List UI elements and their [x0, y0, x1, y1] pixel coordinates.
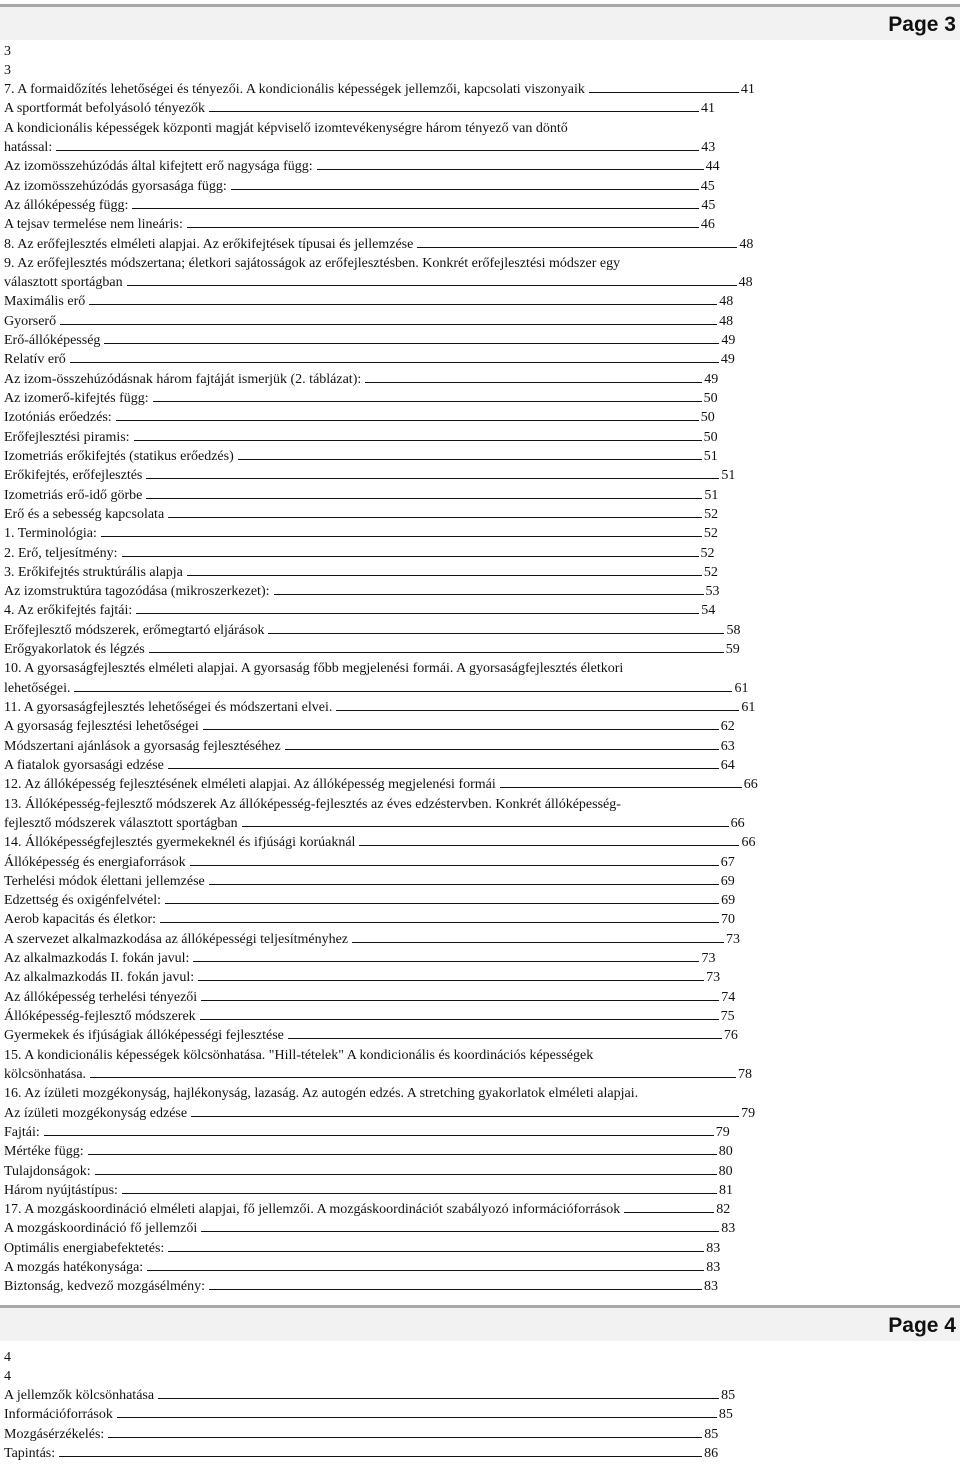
toc-leader-line: [74, 679, 732, 692]
toc-entry-page: 52: [700, 545, 715, 561]
toc-entry-page: 41: [740, 82, 755, 97]
toc-entry[interactable]: [4, 1084, 758, 1103]
toc-entry-page: 50: [703, 391, 718, 406]
toc-leader-line: [44, 1123, 714, 1136]
toc-leader-line: [365, 370, 702, 383]
toc-entry-title: Az állóképesség függ:: [4, 197, 129, 213]
toc-entry[interactable]: [4, 466, 758, 485]
toc-entry-page: 58: [726, 622, 741, 638]
toc-leader-line: [203, 717, 719, 730]
toc-leader-line: [149, 640, 724, 653]
toc-entry-title: A mozgás hatékonysága:: [4, 1260, 144, 1276]
toc-leader-line: [288, 1026, 722, 1039]
toc-entry-title: Az izomösszehúzódás által kifejtett erő nagysága függ:: [4, 159, 313, 175]
toc-entry[interactable]: [4, 389, 758, 408]
toc-entry-page: 69: [721, 893, 736, 909]
toc-entry[interactable]: [4, 717, 758, 736]
toc-leader-line: [127, 273, 737, 286]
toc-entry-page: 44: [705, 159, 720, 175]
toc-entry-page: 51: [721, 468, 736, 484]
toc-entry-page: 85: [721, 1388, 736, 1403]
toc-entry-title: 4. Az erőkifejtés fajtái:: [4, 603, 133, 619]
toc-entry-page: 67: [720, 854, 735, 870]
toc-entry[interactable]: [4, 1065, 758, 1084]
toc-entry-page: 83: [706, 1240, 721, 1256]
toc-entry-page: 73: [726, 931, 741, 947]
toc-entry-page: 75: [720, 1009, 735, 1024]
page-header: [0, 1305, 960, 1341]
toc-entry-title: A szervezet alkalmazkodása az állóképességi teljesítményhez: [4, 931, 349, 947]
toc-entry-page: 48: [719, 313, 734, 329]
toc-leader-line: [158, 1386, 719, 1399]
toc-entry-title: Biztonság, kedvező mozgásélmény:: [4, 1279, 205, 1295]
toc-entry-title: hatással:: [4, 139, 53, 155]
toc-entry-page: 49: [704, 371, 719, 387]
toc-entry-page: 86: [704, 1445, 719, 1461]
toc-entry-title: A sportformát befolyásoló tényezők: [4, 101, 206, 117]
toc-entry-title: 16. Az ízületi mozgékonyság, hajlékonyság, lazaság. Az autogén edzés. A stretching gyakorlatok elméleti alapjai.: [4, 1086, 639, 1102]
toc-leader-line: [101, 524, 702, 537]
toc-entry-title: választott sportágban: [4, 275, 123, 291]
toc-entry-title: Az ízületi mozgékonyság edzése: [4, 1105, 188, 1121]
toc-leader-line: [191, 1104, 739, 1117]
toc-entry-page: 83: [706, 1260, 721, 1276]
toc-entry-page: 46: [700, 217, 715, 233]
toc-entry-page: 74: [721, 989, 736, 1005]
toc-leader-line: [200, 1007, 719, 1020]
toc-entry-page: 69: [720, 873, 735, 889]
toc-entry-title: Erőfejlesztő módszerek, erőmegtartó eljárások: [4, 622, 265, 638]
table-of-contents: [4, 1386, 735, 1463]
toc-leader-line: [187, 563, 702, 576]
toc-entry-page: 61: [734, 680, 749, 696]
toc-entry[interactable]: [4, 988, 758, 1007]
toc-entry[interactable]: [4, 177, 758, 196]
toc-leader-line: [201, 988, 719, 1001]
toc-entry[interactable]: [4, 138, 758, 157]
toc-entry-page: 83: [721, 1221, 736, 1237]
toc-entry[interactable]: [4, 1142, 758, 1161]
toc-entry[interactable]: [4, 119, 758, 138]
toc-entry[interactable]: [4, 428, 758, 447]
toc-entry[interactable]: [4, 331, 758, 350]
toc-entry[interactable]: [4, 1123, 758, 1142]
toc-entry-page: 82: [716, 1202, 731, 1218]
toc-entry-title: 2. Erő, teljesítmény:: [4, 545, 118, 561]
toc-entry-page: 48: [739, 236, 754, 252]
toc-entry-title: Erő-állóképesség: [4, 333, 101, 349]
toc-entry-page: 61: [741, 700, 756, 715]
toc-entry-title: Állóképesség és energiaforrások: [4, 854, 186, 870]
toc-entry-page: 64: [720, 757, 735, 773]
toc-leader-line: [168, 505, 702, 518]
toc-leader-line: [187, 215, 699, 228]
toc-entry[interactable]: [4, 544, 758, 563]
toc-entry[interactable]: [4, 1425, 735, 1444]
toc-entry-title: A gyorsaság fejlesztési lehetőségei: [4, 719, 199, 735]
toc-leader-line: [146, 486, 702, 499]
toc-entry[interactable]: [4, 872, 758, 891]
toc-leader-line: [90, 1065, 736, 1078]
toc-leader-line: [59, 1444, 702, 1457]
toc-leader-line: [136, 601, 699, 614]
toc-entry[interactable]: [4, 1181, 758, 1200]
toc-entry[interactable]: [4, 312, 758, 331]
toc-entry[interactable]: [4, 1444, 735, 1463]
toc-entry-title: Gyorserő: [4, 313, 57, 329]
toc-entry[interactable]: [4, 1200, 758, 1219]
toc-leader-line: [242, 814, 729, 827]
toc-entry[interactable]: [4, 80, 758, 99]
toc-entry[interactable]: [4, 968, 758, 987]
toc-leader-line: [317, 157, 704, 170]
toc-leader-line: [209, 872, 719, 885]
toc-leader-line: [70, 350, 719, 363]
page-number-top: 3: [4, 44, 11, 59]
toc-entry[interactable]: [4, 1026, 758, 1045]
toc-entry[interactable]: [4, 254, 758, 273]
toc-entry-title: 14. Állóképességfejlesztés gyermekeknél és ifjúsági korúaknál: [4, 835, 356, 851]
toc-entry-page: 50: [700, 410, 715, 426]
toc-entry[interactable]: [4, 737, 758, 756]
toc-entry-page: 66: [743, 777, 758, 793]
toc-entry-page: 45: [700, 178, 715, 194]
toc-entry[interactable]: [4, 659, 758, 678]
toc-entry-title: Tapintás:: [4, 1445, 56, 1461]
toc-leader-line: [153, 389, 702, 402]
toc-entry[interactable]: [4, 930, 758, 949]
toc-leader-line: [198, 968, 704, 981]
toc-leader-line: [122, 544, 699, 557]
toc-entry-title: A mozgáskoordináció fő jellemzői: [4, 1221, 198, 1237]
toc-leader-line: [146, 466, 719, 479]
toc-entry-page: 43: [701, 139, 716, 155]
toc-entry-title: Az izom-összehúzódásnak három fajtáját ismerjük (2. táblázat):: [4, 371, 362, 387]
toc-entry-page: 80: [718, 1163, 733, 1179]
toc-entry[interactable]: [4, 1258, 758, 1277]
toc-entry-page: 66: [741, 835, 756, 851]
toc-entry-title: A fiatalok gyorsasági edzése: [4, 757, 164, 773]
toc-entry-title: 3. Erőkifejtés struktúrális alapja: [4, 564, 183, 580]
page-header: [0, 4, 960, 40]
toc-entry-page: 50: [703, 429, 718, 445]
toc-leader-line: [116, 408, 699, 421]
toc-leader-line: [117, 1405, 717, 1418]
toc-entry-page: 51: [703, 448, 718, 464]
toc-leader-line: [417, 235, 737, 248]
toc-entry[interactable]: [4, 370, 758, 389]
toc-leader-line: [88, 1142, 717, 1155]
toc-entry-title: Erőkifejtés, erőfejlesztés: [4, 468, 143, 484]
toc-entry-title: fejlesztő módszerek választott sportágban: [4, 815, 238, 831]
toc-entry-title: 10. A gyorsaságfejlesztés elméleti alapjai. A gyorsaság főbb megjelenési formái. A gyorsaságfejlesztés életkori: [4, 661, 624, 677]
toc-entry-title: 15. A kondicionális képességek kölcsönhatása. "Hill-tételek" A kondicionális és koordinációs képességek: [4, 1047, 594, 1063]
page-number-top: 4: [4, 1369, 11, 1384]
toc-entry[interactable]: [4, 1277, 758, 1296]
toc-leader-line: [209, 99, 699, 112]
toc-entry[interactable]: [4, 273, 758, 292]
toc-leader-line: [60, 312, 717, 325]
toc-entry-page: 85: [718, 1407, 733, 1423]
toc-entry-title: Terhelési módok élettani jellemzése: [4, 873, 205, 889]
page-label: Page 4: [888, 1314, 956, 1337]
toc-leader-line: [336, 698, 739, 711]
toc-entry-page: 59: [725, 642, 740, 658]
toc-entry-page: 70: [721, 912, 735, 928]
toc-leader-line: [122, 1181, 717, 1194]
toc-entry[interactable]: [4, 756, 758, 775]
toc-entry[interactable]: [4, 949, 758, 968]
toc-entry-title: 8. Az erőfejlesztés elméleti alapjai. Az erőkifejtések típusai és jellemzése: [4, 236, 414, 252]
toc-entry-page: 79: [741, 1105, 756, 1121]
toc-entry-page: 63: [720, 738, 735, 754]
toc-entry-title: kölcsönhatása.: [4, 1066, 87, 1082]
toc-entry-title: 13. Állóképesség-fejlesztő módszerek Az állóképesség-fejlesztés az éves edzéstervben. Konkrét állóképesség-: [4, 796, 621, 812]
toc-entry[interactable]: [4, 524, 758, 543]
toc-leader-line: [500, 775, 742, 788]
toc-entry-title: Erőgyakorlatok és légzés: [4, 642, 145, 658]
toc-entry[interactable]: [4, 99, 758, 118]
toc-entry-title: 1. Terminológia:: [4, 526, 97, 542]
toc-entry[interactable]: [4, 157, 758, 176]
toc-entry-page: 80: [718, 1144, 733, 1160]
toc-entry-page: 48: [719, 294, 734, 310]
toc-entry-page: 54: [701, 603, 716, 619]
toc-entry-title: Erő és a sebesség kapcsolata: [4, 506, 165, 522]
toc-entry-title: Tulajdonságok:: [4, 1163, 91, 1179]
toc-entry-page: 76: [723, 1028, 738, 1044]
toc-entry[interactable]: [4, 350, 758, 369]
toc-entry-page: 49: [721, 333, 736, 349]
toc-entry-title: Az izomösszehúzódás gyorsasága függ:: [4, 178, 227, 194]
table-of-contents: [4, 80, 758, 1297]
toc-entry-title: Állóképesség-fejlesztő módszerek: [4, 1009, 196, 1024]
toc-entry[interactable]: [4, 505, 758, 524]
toc-entry-title: lehetőségei.: [4, 680, 71, 696]
toc-leader-line: [160, 910, 719, 923]
toc-entry-title: Izotóniás erőedzés:: [4, 410, 112, 426]
toc-entry[interactable]: [4, 1162, 758, 1181]
toc-leader-line: [56, 138, 699, 151]
toc-entry[interactable]: [4, 292, 758, 311]
toc-entry[interactable]: [4, 640, 758, 659]
toc-entry-page: 52: [704, 506, 719, 522]
toc-leader-line: [238, 447, 702, 460]
toc-leader-line: [168, 756, 719, 769]
toc-entry-page: 81: [718, 1182, 733, 1198]
toc-entry[interactable]: [4, 1405, 735, 1424]
toc-entry[interactable]: [4, 775, 758, 794]
toc-entry-page: 66: [730, 815, 745, 831]
toc-entry[interactable]: [4, 235, 758, 254]
toc-entry-title: Az alkalmazkodás I. fokán javul:: [4, 951, 190, 967]
toc-entry-title: Módszertani ajánlások a gyorsaság fejlesztéséhez: [4, 738, 281, 754]
toc-entry-title: Mértéke függ:: [4, 1144, 84, 1160]
page-label: Page 3: [888, 13, 956, 36]
toc-leader-line: [359, 833, 739, 846]
toc-entry-page: 45: [701, 197, 716, 213]
toc-entry-title: Fajtái:: [4, 1124, 40, 1140]
toc-leader-line: [624, 1200, 714, 1213]
toc-entry-page: 73: [701, 951, 716, 967]
toc-entry-page: 52: [703, 564, 718, 580]
toc-entry-page: 85: [704, 1426, 719, 1442]
toc-entry-title: Maximális erő: [4, 294, 86, 310]
toc-leader-line: [132, 196, 699, 209]
toc-leader-line: [274, 582, 704, 595]
toc-entry-title: Gyermekek és ifjúságiak állóképességi fejlesztése: [4, 1028, 284, 1044]
toc-leader-line: [231, 177, 699, 190]
toc-leader-line: [108, 1425, 702, 1438]
toc-entry[interactable]: [4, 1386, 735, 1405]
toc-entry-title: Izometriás erőkifejtés (statikus erőedzés): [4, 448, 234, 464]
toc-entry[interactable]: [4, 853, 758, 872]
toc-entry-title: Az izomstruktúra tagozódása (mikroszerkezet):: [4, 584, 270, 600]
toc-leader-line: [168, 1239, 704, 1252]
toc-entry-title: Aerob kapacitás és életkor:: [4, 912, 156, 928]
toc-entry-title: Relatív erő: [4, 352, 66, 368]
toc-entry[interactable]: [4, 795, 758, 814]
toc-leader-line: [147, 1258, 704, 1271]
toc-entry[interactable]: [4, 447, 758, 466]
toc-entry-title: Három nyújtástípus:: [4, 1182, 118, 1198]
toc-entry-title: 11. A gyorsaságfejlesztés lehetőségei és módszertani elvei.: [4, 700, 333, 715]
toc-entry-title: A jellemzők kölcsönhatása: [4, 1388, 155, 1403]
toc-entry[interactable]: [4, 215, 758, 234]
toc-entry-title: 9. Az erőfejlesztés módszertana; életkori sajátosságok az erőfejlesztésben. Konkrét erőfejlesztési módszer egy: [4, 255, 621, 271]
toc-leader-line: [209, 1277, 702, 1290]
page-number-top: 3: [4, 63, 11, 78]
toc-entry-title: Az állóképesség terhelési tényezői: [4, 989, 198, 1005]
toc-entry[interactable]: [4, 910, 758, 929]
toc-entry-title: Mozgásérzékelés:: [4, 1426, 105, 1442]
toc-entry-title: Optimális energiabefektetés:: [4, 1240, 165, 1256]
toc-entry[interactable]: [4, 408, 758, 427]
toc-entry[interactable]: [4, 563, 758, 582]
toc-entry-title: Az izomerő-kifejtés függ:: [4, 391, 149, 406]
toc-entry-title: 12. Az állóképesség fejlesztésének elméleti alapjai. Az állóképesség megjelenési formái: [4, 777, 496, 793]
toc-entry[interactable]: [4, 1046, 758, 1065]
toc-leader-line: [268, 621, 724, 634]
toc-entry-title: Erőfejlesztési piramis:: [4, 429, 130, 445]
toc-entry[interactable]: [4, 814, 758, 833]
toc-entry-title: 17. A mozgáskoordináció elméleti alapjai, fő jellemzői. A mozgáskoordinációt szabályozó információforrások: [4, 1202, 621, 1218]
toc-entry-page: 78: [738, 1066, 753, 1082]
toc-entry-title: Edzettség és oxigénfelvétel:: [4, 893, 162, 909]
toc-leader-line: [201, 1219, 719, 1232]
toc-leader-line: [165, 891, 719, 904]
toc-entry[interactable]: [4, 833, 758, 852]
toc-entry[interactable]: [4, 891, 758, 910]
toc-entry-page: 79: [715, 1124, 730, 1140]
toc-entry[interactable]: [4, 698, 758, 717]
toc-entry-title: Információforrások: [4, 1407, 113, 1423]
toc-leader-line: [104, 331, 719, 344]
toc-leader-line: [134, 428, 702, 441]
toc-entry-page: 48: [738, 275, 753, 291]
toc-entry-title: A kondicionális képességek központi magját képviselő izomtevékenységre három tényező van döntő: [4, 120, 568, 136]
toc-entry-title: 7. A formaidőzítés lehetőségei és tényezői. A kondicionális képességek jellemzői, kapcsolati viszonyaik: [4, 82, 585, 97]
toc-entry-page: 49: [720, 352, 735, 368]
toc-entry-title: A tejsav termelése nem lineáris:: [4, 217, 183, 233]
toc-entry-page: 83: [704, 1279, 718, 1295]
toc-entry-title: Izometriás erő-idő görbe: [4, 487, 143, 503]
toc-entry-page: 41: [701, 101, 716, 117]
page-number-top: 4: [4, 1350, 11, 1365]
toc-entry[interactable]: [4, 1219, 758, 1238]
toc-leader-line: [190, 853, 719, 866]
toc-entry[interactable]: [4, 582, 758, 601]
toc-leader-line: [589, 80, 739, 93]
toc-entry[interactable]: [4, 1007, 758, 1026]
toc-entry-title: Az alkalmazkodás II. fokán javul:: [4, 970, 195, 986]
toc-entry-page: 53: [705, 584, 720, 600]
toc-entry[interactable]: [4, 1104, 758, 1123]
toc-entry[interactable]: [4, 196, 758, 215]
toc-entry[interactable]: [4, 601, 758, 620]
toc-entry[interactable]: [4, 1239, 758, 1258]
toc-entry-page: 73: [706, 970, 721, 986]
toc-entry[interactable]: [4, 621, 758, 640]
toc-leader-line: [352, 930, 724, 943]
toc-entry-page: 51: [704, 487, 719, 503]
toc-leader-line: [95, 1162, 717, 1175]
toc-entry-page: 62: [720, 719, 735, 735]
toc-leader-line: [89, 292, 717, 305]
toc-entry-page: 52: [703, 526, 718, 542]
toc-leader-line: [193, 949, 699, 962]
toc-entry[interactable]: [4, 679, 758, 698]
toc-entry[interactable]: [4, 486, 758, 505]
toc-leader-line: [285, 737, 719, 750]
